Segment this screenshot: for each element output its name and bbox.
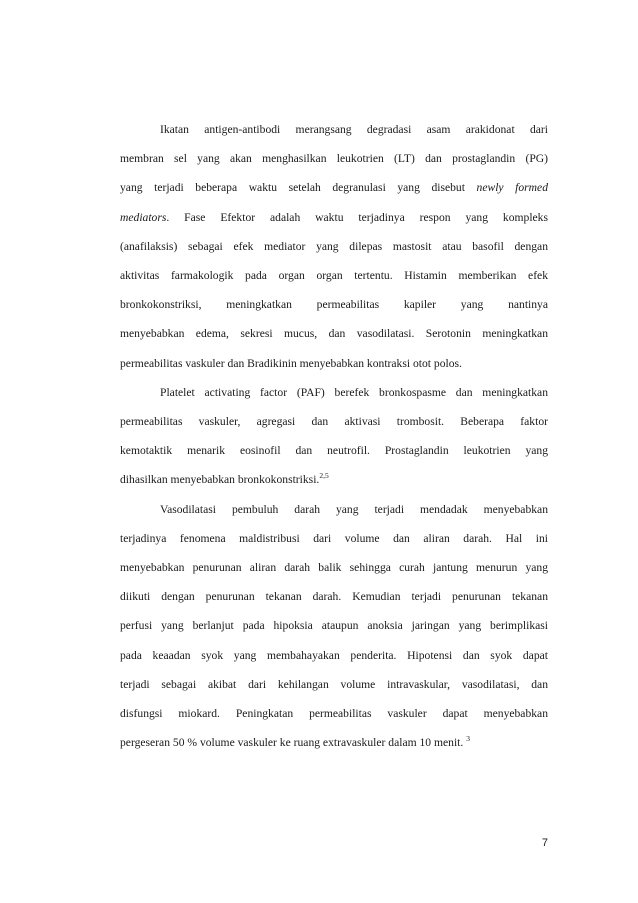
text-segment: disfungsi miokard. Peningkatan permeabilitas vaskuler dapat menyebabkan <box>120 707 548 720</box>
text-segment: permeabilitas vaskuler, agregasi dan aktivasi trombosit. Beberapa faktor <box>120 415 548 428</box>
text-line <box>120 587 548 607</box>
text-line <box>120 266 548 286</box>
text-segment: bronkokonstriksi, meningkatkan permeabilitas kapiler yang nantinya <box>120 298 548 312</box>
text-line <box>120 237 548 257</box>
text-segment: pergeseran 50 % volume vaskuler ke ruang extravaskuler dalam 10 menit. <box>120 736 467 750</box>
text-segment: . Fase Efektor adalah waktu terjadinya respon yang kompleks <box>166 210 548 224</box>
text-line <box>160 383 548 403</box>
text-segment: (anafilaksis) sebagai efek mediator yang dilepas mastosit atau basofil dengan <box>120 239 548 253</box>
text-segment: menyebabkan edema, sekresi mucus, dan vasodilatasi. Serotonin meningkatkan <box>120 327 548 341</box>
text-segment: membran sel yang akan menghasilkan leukotrien (LT) dan prostaglandin (PG) <box>120 152 548 166</box>
text-line <box>160 500 548 520</box>
text-line <box>160 120 548 140</box>
text-line <box>120 178 548 198</box>
text-line <box>120 616 548 636</box>
page-number: 7 <box>541 837 548 849</box>
text-line <box>120 529 548 549</box>
text-line <box>120 295 548 315</box>
italic-term: newly formed <box>476 181 548 195</box>
text-segment: perfusi yang berlanjut pada hipoksia ataupun anoksia jaringan yang berimplikasi <box>120 619 548 633</box>
text-segment: terjadinya fenomena maldistribusi dari volume dan aliran darah. Hal ini <box>120 531 548 545</box>
text-segment: kemotaktik menarik eosinofil dan neutrofil. Prostaglandin leukotrien yang <box>120 444 548 458</box>
text-segment: terjadi sebagai akibat dari kehilangan volume intravaskular, vasodilatasi, dan <box>120 677 548 691</box>
text-segment: Platelet activating factor (PAF) berefek bronkospasme dan meningkatkan <box>160 385 548 399</box>
text-line <box>120 733 548 753</box>
text-line <box>120 675 548 695</box>
text-line <box>120 149 548 169</box>
text-segment: diikuti dengan penurunan tekanan darah. Kemudian terjadi penurunan tekanan <box>120 590 548 604</box>
citation-superscript: 3 <box>466 734 470 744</box>
italic-term: mediators <box>120 210 167 224</box>
text-line <box>120 208 548 228</box>
text-line <box>120 324 548 344</box>
text-segment: yang terjadi beberapa waktu setelah degranulasi yang disebut <box>120 181 477 195</box>
text-line <box>120 704 548 724</box>
text-segment: dihasilkan menyebabkan bronkokonstriksi. <box>120 473 320 487</box>
text-line <box>120 412 548 432</box>
text-segment: aktivitas farmakologik pada organ organ tertentu. Histamin memberikan efek <box>120 269 548 282</box>
text-line <box>120 441 548 461</box>
text-segment: Vasodilatasi pembuluh darah yang terjadi mendadak menyebabkan <box>160 502 548 516</box>
text-segment: permeabilitas vaskuler dan Bradikinin menyebabkan kontraksi otot polos. <box>120 356 462 370</box>
citation-superscript: 2,5 <box>319 471 329 481</box>
text-line <box>120 558 548 578</box>
text-line <box>120 646 548 666</box>
text-line <box>120 470 548 490</box>
text-segment: Ikatan antigen-antibodi merangsang degradasi asam arakidonat dari <box>160 123 548 136</box>
text-line <box>120 354 548 374</box>
text-segment: menyebabkan penurunan aliran darah balik sehingga curah jantung menurun yang <box>120 561 548 574</box>
text-segment: pada keaadan syok yang membahayakan penderita. Hipotensi dan syok dapat <box>120 648 548 662</box>
